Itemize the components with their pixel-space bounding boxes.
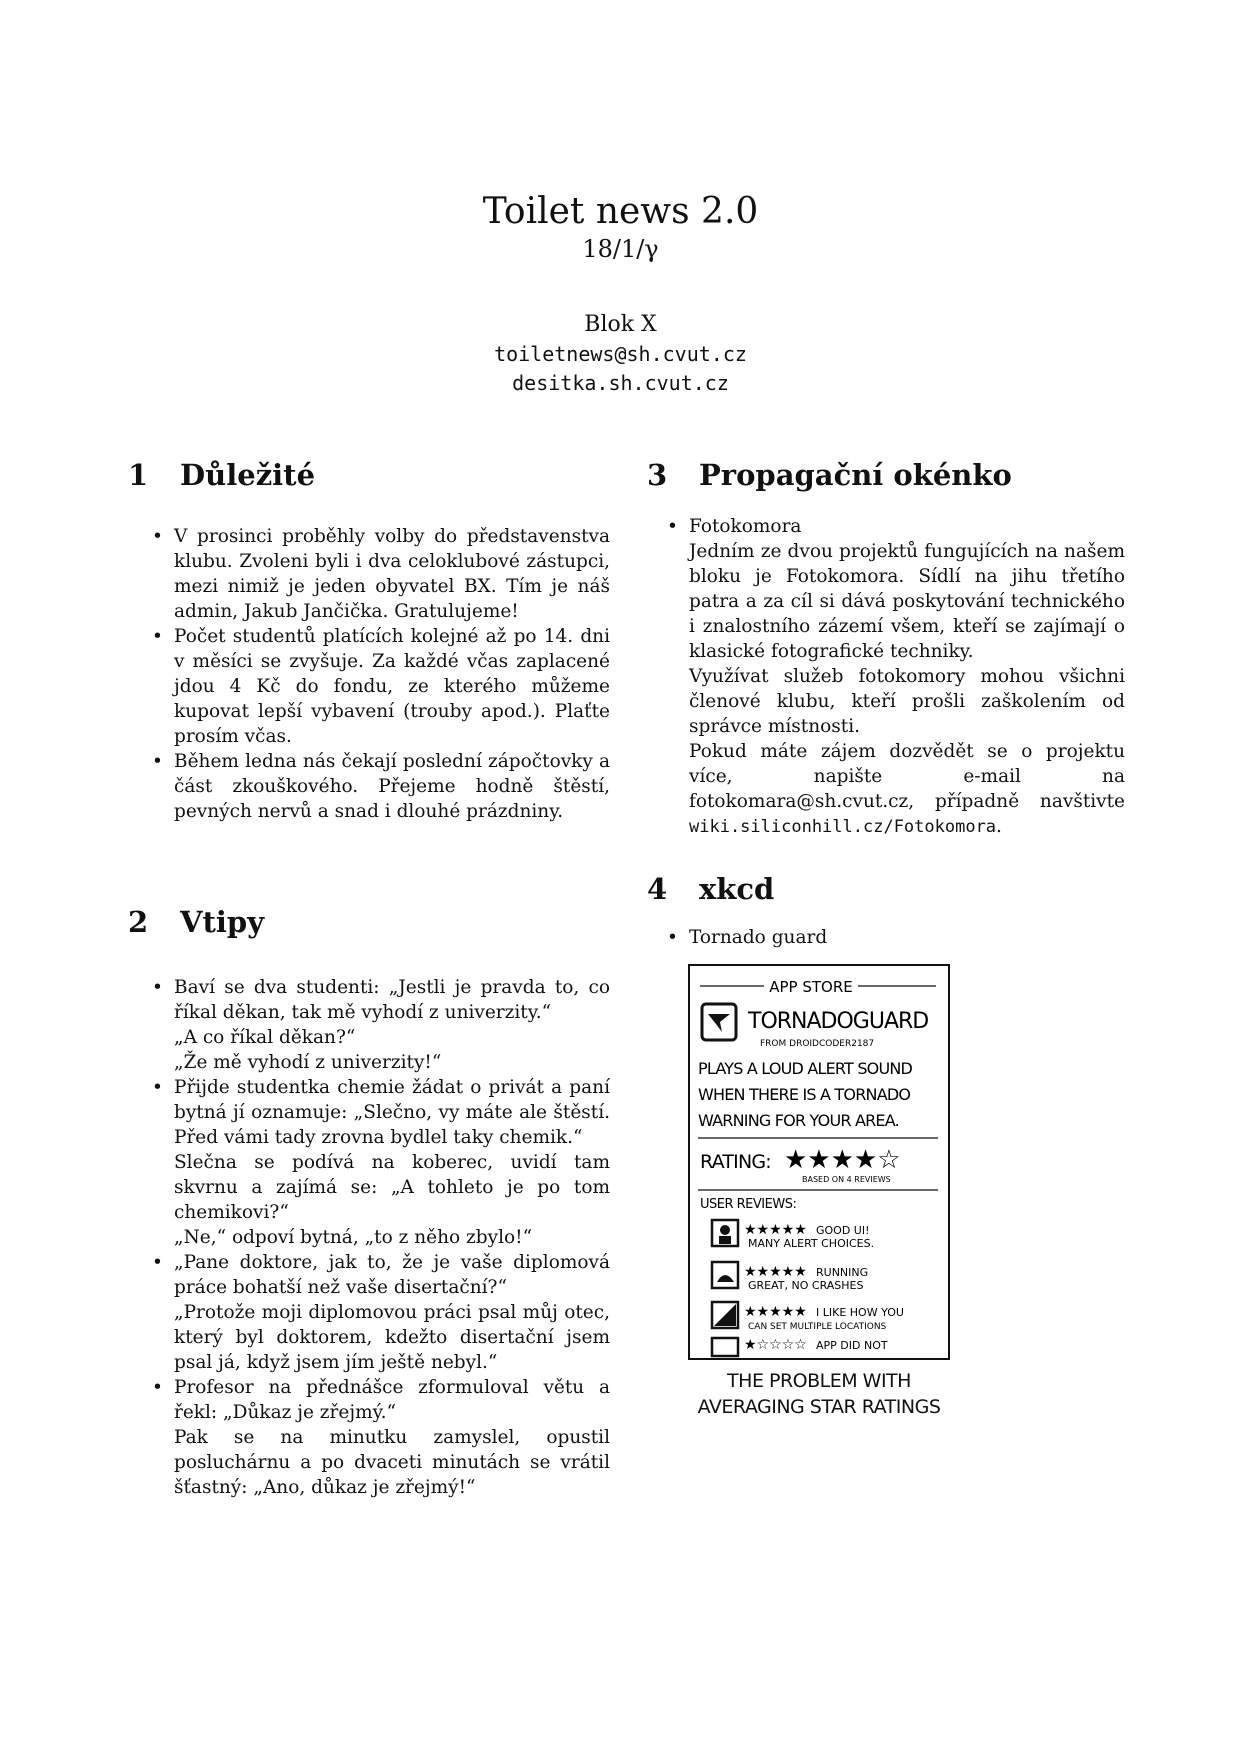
section-number: 1 [128,458,149,492]
section-number: 2 [128,905,149,939]
section-title: xkcd [699,872,775,906]
svg-text:RUNNING: RUNNING [816,1266,869,1279]
paragraph-text: Pokud máte zájem dozvědět se o projektu více, napište e-mail na fotokomara@sh.cvut.cz, případně navštivte [689,741,1125,812]
section-title: Propagační okénko [699,458,1012,492]
contact-email[interactable]: toiletnews@sh.cvut.cz [494,342,747,366]
joke-line: Pak se na minutku zamyslel, opustil posluchárnu a po dvaceti minutách se vrátil šťastný: „Ano, důkaz je zřejmý!“ [174,1427,610,1498]
review-3 [712,1302,904,1332]
rating-label: RATING: [700,1151,771,1173]
svg-text:GOOD UI!: GOOD UI! [816,1224,870,1237]
app-name: TORNADOGUARD [748,1009,929,1034]
svg-text:★★★★★: ★★★★★ [744,1222,807,1238]
joke-line: „A co říkal děkan?“ [174,1027,356,1048]
svg-text:★★★★★: ★★★★★ [744,1264,807,1280]
paragraph [689,739,1125,840]
list-item [665,925,1125,950]
document-title: Toilet news 2.0 [482,191,759,232]
item-title: Tornado guard [689,927,828,948]
list-item [150,1250,610,1375]
section-number: 4 [647,872,668,906]
list-item [150,1075,610,1250]
svg-text:★★★★★: ★★★★★ [744,1304,807,1320]
section-heading-2 [128,905,264,939]
review-1 [712,1220,874,1250]
comic-drawing [690,966,948,1358]
section-heading-1 [128,458,315,492]
review-4 [712,1337,888,1356]
section-number: 3 [647,458,668,492]
section-4-list [665,925,1125,950]
joke-line: „Že mě vyhodí z univerzity!“ [174,1052,442,1073]
list-item [150,749,610,824]
section-1-list [150,524,610,824]
section-title: Vtipy [180,905,265,939]
list-item [665,514,1125,840]
section-heading-4 [647,872,774,906]
joke-line: • Přijde studentka chemie žádat o privát a paní bytná jí oznamuje: „Slečno, vy máte ale štěstí. Před vámi tady zrovna bydlel taky chemik.“ [174,1077,610,1148]
comic-caption: THE PROBLEM WITH AVERAGING STAR RATINGS [697,1370,941,1418]
joke-line: „Protože moji diplomovou práci psal můj otec, který byl doktorem, kdežto disertační jsem psal já, když jsem jím ještě nebyl.“ [174,1302,610,1373]
contact-website[interactable]: desitka.sh.cvut.cz [512,371,729,395]
comic-panel [688,964,950,1360]
svg-text:I LIKE HOW YOU: I LIKE HOW YOU [816,1306,904,1319]
app-store-label: APP STORE [769,978,853,996]
joke-line: • „Pane doktore, jak to, že je vaše diplomová práce bohatší než vaše disertační?“ [174,1252,610,1298]
list-item-text: Počet studentů platících kolejné až po 14. dni v měsíci se zvyšuje. Za každé včas zaplacené jdou 4 Kč do fondu, ze kterého můžeme kupovat lepší vybavení (trouby apod.). Plaťte prosím včas. [174,626,610,747]
section-heading-3 [647,458,1012,492]
list-item [150,975,610,1075]
svg-text:MANY ALERT CHOICES.: MANY ALERT CHOICES. [748,1237,875,1250]
svg-text:CAN SET MULTIPLE LOCATIONS: CAN SET MULTIPLE LOCATIONS [748,1322,887,1332]
wiki-link[interactable]: wiki.siliconhill.cz/Fotokomora [689,817,997,837]
paragraph: Využívat služeb fotokomory mohou všichni členové klubu, kteří prošli zaškolením od správce místnosti. [689,666,1125,737]
tornado-icon [708,1014,730,1032]
rating-based-on: BASED ON 4 REVIEWS [802,1175,891,1184]
paragraph: Jedním ze dvou projektů fungujících na našem bloku je Fotokomora. Sídlí na jihu třetího patra a za cíl si dává poskytování technického i znalostního zázemí všem, kteří se zajímají o klasické fotografické techniky. [689,541,1125,662]
organization: Blok X [584,312,657,337]
list-item [150,524,610,624]
app-description: PLAYS A LOUD ALERT SOUND WHEN THERE IS A TORNADO WARNING FOR YOUR AREA. [698,1059,913,1130]
svg-text:★☆☆☆☆: ★☆☆☆☆ [744,1337,807,1353]
rating-stars: ★★★★☆ [784,1145,901,1175]
list-item-text: V prosinci proběhly volby do představenstva klubu. Zvoleni byli i dva celoklubové zástupci, mezi nimiž je jeden obyvatel BX. Tím je náš admin, Jakub Jančička. Gratulujeme! [174,526,610,622]
section-3-list [665,514,1125,840]
svg-text:GREAT, NO CRASHES: GREAT, NO CRASHES [748,1279,864,1292]
joke-line: • Profesor na přednášce zformuloval větu a řekl: „Důkaz je zřejmý.“ [174,1377,610,1423]
xkcd-comic [688,964,950,1418]
list-item [150,624,610,749]
app-author: FROM DROIDCODER2187 [760,1039,875,1049]
section-title: Důležité [180,458,316,492]
svg-text:APP DID NOT: APP DID NOT [816,1339,888,1352]
document-date: 18/1/γ [582,235,659,263]
user-reviews-label: USER REVIEWS: [700,1197,797,1212]
list-item-text: Během ledna nás čekají poslední zápočtovky a část zkouškového. Přejeme hodně štěstí, pevných nervů a snad i dlouhé prázdniny. [174,751,610,822]
joke-line: „Ne,“ odpoví bytná, „to z něho zbylo!“ [174,1227,533,1248]
document-header [0,190,1241,398]
list-item [150,1375,610,1500]
item-title: • Fotokomora [689,516,802,537]
joke-line: Slečna se podívá na koberec, uvidí tam skvrnu a zajímá se: „A tohleto je po tom chemikovi?“ [174,1152,610,1223]
section-2-list [150,975,610,1500]
review-2 [712,1262,868,1292]
paragraph-suffix: . [996,816,1002,837]
joke-line: • Baví se dva studenti: „Jestli je pravda to, co říkal děkan, tak mě vyhodí z univerzity.“ [174,977,610,1023]
